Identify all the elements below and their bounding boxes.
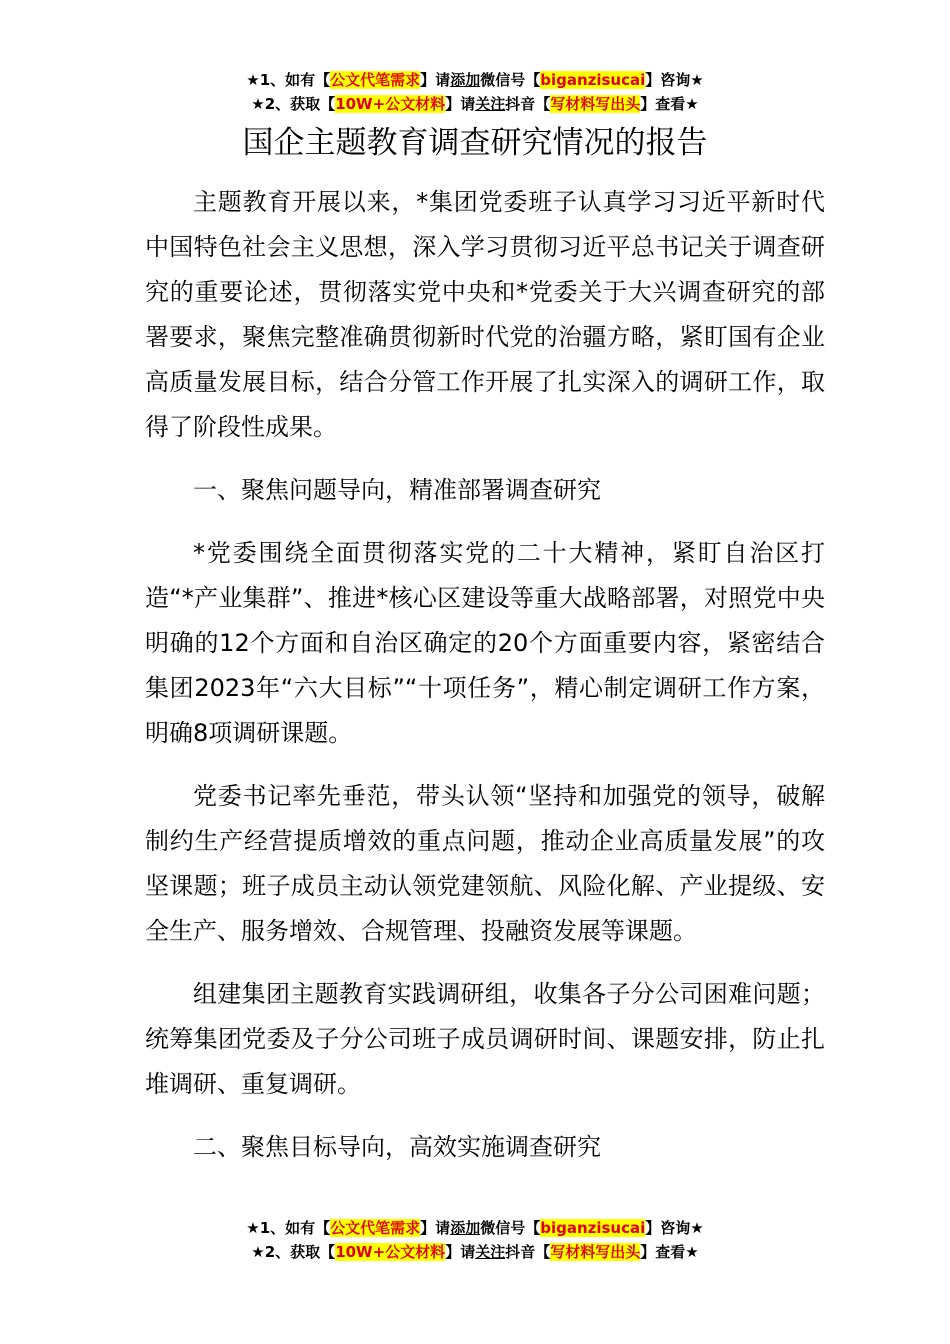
banner-line-2: [0, 1240, 950, 1264]
banner-underline: 关注: [475, 95, 506, 113]
banner-text: 微信号【: [480, 1219, 541, 1237]
header-banner: [0, 68, 950, 116]
banner-highlight: 公文代笔需求: [330, 71, 421, 89]
banner-text: 】咨询★: [645, 71, 704, 89]
banner-underline: 添加: [450, 1219, 481, 1237]
banner-text: 抖音【: [505, 1243, 551, 1261]
banner-highlight: 10W+公文材料: [335, 1243, 446, 1261]
paragraph: 组建集团主题教育实践调研组，收集各子分公司困难问题；统筹集团党委及子分公司班子成员调研时间、课题安排，防止扎堆调研、重复调研。: [145, 980, 825, 1098]
banner-text: ★1、如有【: [246, 1219, 331, 1237]
banner-highlight: 10W+公文材料: [335, 95, 446, 113]
banner-text: 】请: [420, 71, 451, 89]
section-heading-1: 一、聚焦问题导向，精准部署调查研究: [193, 476, 601, 504]
section-heading-2: 二、聚焦目标导向，高效实施调查研究: [193, 1133, 601, 1161]
banner-text: 抖音【: [505, 95, 551, 113]
paragraph: *党委围绕全面贯彻落实党的二十大精神，紧盯自治区打造“*产业集群”、推进*核心区建设等重大战略部署，对照党中央明确的12个方面和自治区确定的20个方面重要内容，紧密结合集团2023年“六大目标”“十项任务”，精心制定调研工作方案，明确8项调研课题。: [145, 539, 825, 747]
banner-text: 】查看★: [640, 95, 699, 113]
banner-highlight: 写材料写出头: [550, 1243, 641, 1261]
banner-text: 】咨询★: [645, 1219, 704, 1237]
paragraph-intro: 主题教育开展以来，*集团党委班子认真学习习近平新时代中国特色社会主义思想，深入学习贯彻习近平总书记关于调查研究的重要论述，贯彻落实党中央和*党委关于大兴调查研究的部署要求，聚焦完整准确贯彻新时代党的治疆方略，紧盯国有企业高质量发展目标，结合分管工作开展了扎实深入的调研工作，取得了阶段性成果。: [145, 188, 825, 441]
banner-text: ★2、获取【: [251, 1243, 336, 1261]
banner-highlight: 公文代笔需求: [330, 1219, 421, 1237]
banner-line-1: [0, 1216, 950, 1240]
banner-line-1: [0, 68, 950, 92]
banner-text: 】请: [445, 1243, 476, 1261]
banner-underline: 添加: [450, 71, 481, 89]
banner-text: 】请: [445, 95, 476, 113]
banner-highlight: biganzisucai: [540, 71, 646, 89]
banner-highlight: biganzisucai: [540, 1219, 646, 1237]
banner-highlight: 写材料写出头: [550, 95, 641, 113]
document-title: 国企主题教育调查研究情况的报告: [242, 125, 708, 161]
document-body: [145, 180, 825, 1188]
footer-banner: [0, 1216, 950, 1264]
banner-text: ★1、如有【: [246, 71, 331, 89]
banner-underline: 关注: [475, 1243, 506, 1261]
banner-text: 】请: [420, 1219, 451, 1237]
paragraph: 党委书记率先垂范，带头认领“坚持和加强党的领导，破解制约生产经营提质增效的重点问题，推动企业高质量发展”的攻坚课题；班子成员主动认领党建领航、风险化解、产业提级、安全生产、服务增效、合规管理、投融资发展等课题。: [145, 782, 825, 945]
banner-line-2: [0, 92, 950, 116]
banner-text: 】查看★: [640, 1243, 699, 1261]
banner-text: 微信号【: [480, 71, 541, 89]
banner-text: ★2、获取【: [251, 95, 336, 113]
